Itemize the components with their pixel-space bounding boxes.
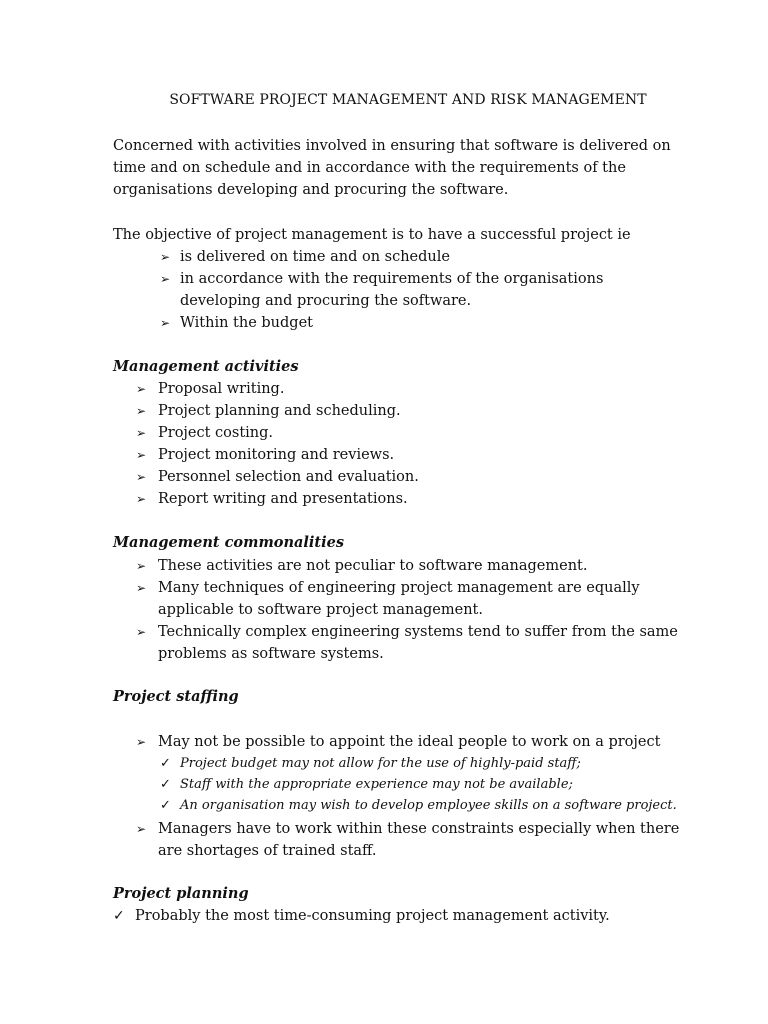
list-item-text: Within the budget <box>180 315 313 331</box>
arrowhead-bullet-icon: ➢ <box>136 404 147 418</box>
list-item <box>160 795 700 816</box>
arrowhead-bullet-icon: ➢ <box>136 822 147 836</box>
list-item-text: An organisation may wish to develop employee skills on a software project. <box>180 798 677 813</box>
heading-management-activities: Management activities <box>113 358 299 375</box>
checkmark-bullet-icon: ✓ <box>160 777 171 792</box>
arrowhead-bullet-icon: ➢ <box>136 426 147 440</box>
arrowhead-bullet-icon: ➢ <box>136 382 147 396</box>
checkmark-bullet-icon: ✓ <box>113 908 125 924</box>
list-item-text: Project planning and scheduling. <box>158 403 401 419</box>
objective-list <box>160 246 680 334</box>
list-item <box>113 905 698 927</box>
list-item <box>136 621 698 665</box>
checkmark-bullet-icon: ✓ <box>160 756 171 771</box>
list-item-text: in accordance with the requirements of the organisations developing and procuring the software. <box>180 271 604 309</box>
list-item <box>136 731 698 753</box>
list-item <box>136 555 698 577</box>
list-item <box>160 268 680 312</box>
list-item <box>136 488 696 510</box>
heading-project-staffing: Project staffing <box>113 688 239 705</box>
list-item <box>136 422 696 444</box>
arrowhead-bullet-icon: ➢ <box>136 448 147 462</box>
management-commonalities-list <box>136 555 698 665</box>
list-item-text: Many techniques of engineering project management are equally applicable to software project management. <box>158 580 640 618</box>
list-item-text: Personnel selection and evaluation. <box>158 469 419 485</box>
list-item-text: Technically complex engineering systems tend to suffer from the same problems as software systems. <box>158 624 678 662</box>
list-item-text: Project costing. <box>158 425 274 441</box>
list-item <box>160 312 680 334</box>
list-item-text: May not be possible to appoint the ideal people to work on a project <box>158 734 661 750</box>
heading-management-commonalities: Management commonalities <box>113 534 345 551</box>
project-staffing-list-bottom <box>136 818 698 862</box>
list-item <box>136 577 698 621</box>
list-item <box>160 753 700 774</box>
list-item-text: Project budget may not allow for the use of highly-paid staff; <box>180 756 581 771</box>
list-item <box>136 818 698 862</box>
arrowhead-bullet-icon: ➢ <box>136 581 147 595</box>
list-item-text: Staff with the appropriate experience may not be available; <box>180 777 573 792</box>
list-item <box>160 246 680 268</box>
list-item-text: Probably the most time-consuming project management activity. <box>135 908 610 924</box>
list-item-text: Project monitoring and reviews. <box>158 447 395 463</box>
project-staffing-sublist <box>160 753 700 816</box>
list-item <box>160 774 700 795</box>
list-item <box>136 400 696 422</box>
project-staffing-list-top <box>136 731 698 753</box>
arrowhead-bullet-icon: ➢ <box>160 316 171 330</box>
checkmark-bullet-icon: ✓ <box>160 798 171 813</box>
list-item-text: Report writing and presentations. <box>158 491 408 507</box>
list-item-text: is delivered on time and on schedule <box>180 249 450 265</box>
arrowhead-bullet-icon: ➢ <box>136 492 147 506</box>
project-planning-list <box>113 905 698 927</box>
list-item <box>136 378 696 400</box>
arrowhead-bullet-icon: ➢ <box>136 625 147 639</box>
objective-lead: The objective of project management is to have a successful project ie <box>113 227 631 243</box>
arrowhead-bullet-icon: ➢ <box>160 272 171 286</box>
arrowhead-bullet-icon: ➢ <box>136 470 147 484</box>
heading-project-planning: Project planning <box>113 885 249 902</box>
arrowhead-bullet-icon: ➢ <box>136 735 147 749</box>
list-item-text: Managers have to work within these constraints especially when there are shortages of trained staff. <box>158 821 680 859</box>
list-item-text: These activities are not peculiar to software management. <box>158 558 588 574</box>
document-title: SOFTWARE PROJECT MANAGEMENT AND RISK MANAGEMENT <box>169 92 647 108</box>
management-activities-list <box>136 378 696 510</box>
list-item <box>136 466 696 488</box>
intro-paragraph: Concerned with activities involved in ensuring that software is delivered on time and on schedule and in accordance with the requirements of the organisations developing and procuring the software. <box>113 138 671 198</box>
list-item-text: Proposal writing. <box>158 381 285 397</box>
arrowhead-bullet-icon: ➢ <box>160 250 171 264</box>
arrowhead-bullet-icon: ➢ <box>136 559 147 573</box>
list-item <box>136 444 696 466</box>
